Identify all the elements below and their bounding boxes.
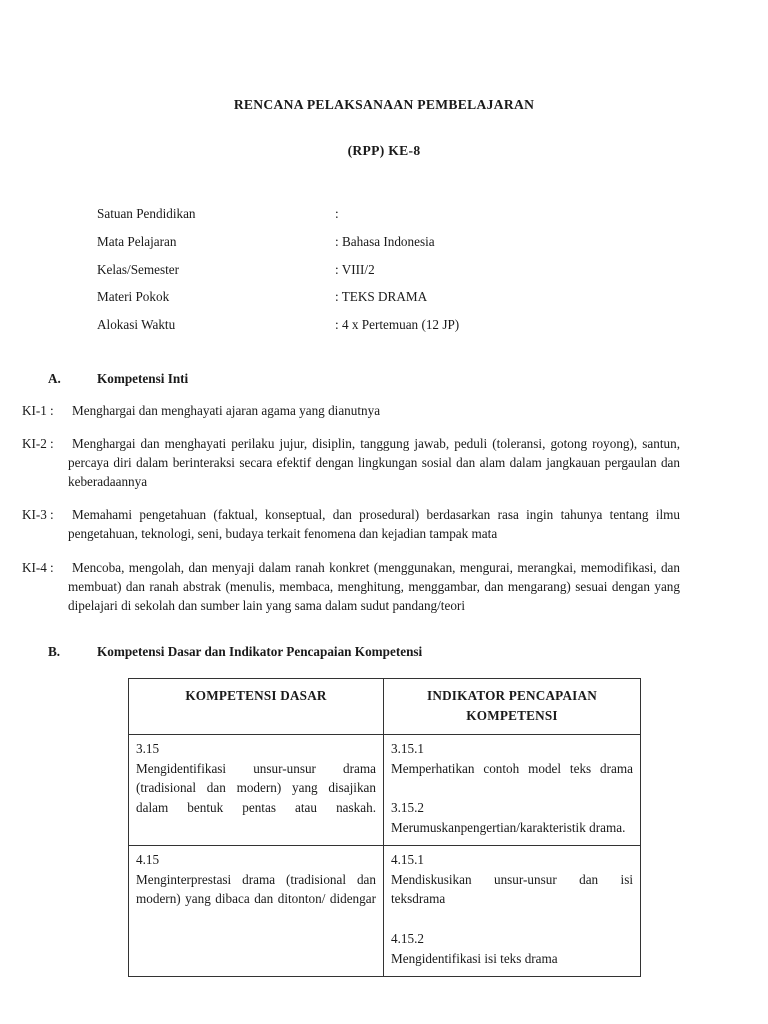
identity-rows <box>97 204 665 342</box>
ki-separator: : <box>50 559 54 575</box>
table-header-row <box>129 679 641 735</box>
identity-label: Satuan Pendidikan <box>97 206 196 222</box>
identity-label: Mata Pelajaran <box>97 234 177 250</box>
table-row <box>129 734 641 845</box>
column-header-kompetensi-dasar: KOMPETENSI DASAR <box>129 679 384 735</box>
section-a-letter: A. <box>48 370 61 386</box>
section-b-letter: B. <box>48 644 61 660</box>
indicator-text: Mengidentifikasi isi teks drama <box>391 950 558 966</box>
cell-indikator <box>384 734 641 845</box>
ki-item <box>0 401 768 420</box>
cell-indikator <box>384 845 641 976</box>
identity-value <box>335 204 665 232</box>
indicator-text: Merumuskanpengertian/karakteristik drama. <box>391 819 626 835</box>
ki-text: Menghargai dan menghayati perilaku jujur, disiplin, tanggung jawab, peduli (toleransi, gotong royong), santun, percaya diri dalam berinteraksi secara efektif dengan lingkungan sosial dan alam dalam jangkauan pergaulan dan keberadaannya <box>68 435 680 490</box>
indicator-code: 3.15.2 <box>391 800 424 816</box>
kompetensi-dasar-table <box>128 678 641 976</box>
cell-kompetensi-dasar <box>129 734 384 845</box>
section-b-heading <box>48 642 768 661</box>
identity-label: Materi Pokok <box>97 289 170 305</box>
indicator-text: Mendiskusikan unsur-unsur dan isi teksdrama <box>391 871 633 907</box>
identity-label: Kelas/Semester <box>97 261 180 277</box>
table-header <box>129 679 641 735</box>
ki-text: Memahami pengetahuan (faktual, konseptual, dan prosedural) berdasarkan rasa ingin tahunya tentang ilmu pengetahuan, teknologi, seni, budaya terkait fenomena dan kejadian tampak mata <box>68 507 680 542</box>
indicator-code: 4.15.2 <box>391 930 424 946</box>
document-title-line-2: (RPP) KE-8 <box>347 142 421 158</box>
indicator-text: Memperhatikan contoh model teks drama <box>391 760 633 776</box>
identity-row <box>97 204 665 232</box>
table-body <box>129 734 641 976</box>
identity-block <box>97 204 665 342</box>
identity-separator: : <box>335 206 339 222</box>
ki-text: Mencoba, mengolah, dan menyaji dalam ranah konkret (menggunakan, mengurai, merangkai, memodifikasi, dan membuat) dan ranah abstrak (menulis, membaca, menghitung, menggambar, dan mengarang) sesuai dengan yang dipelajari di sekolah dan sumber lain yang sama dalam sudut pandang/teori <box>68 559 680 613</box>
document-title-line-1: RENCANA PELAKSANAAN PEMBELAJARAN <box>233 97 535 112</box>
indicator-code: 4.15.1 <box>391 851 424 867</box>
table-row <box>129 845 641 976</box>
identity-row <box>97 315 665 343</box>
section-a-title: Kompetensi Inti <box>97 370 189 386</box>
ki-separator: : <box>50 435 54 451</box>
identity-value <box>335 260 665 288</box>
identity-label: Alokasi Waktu <box>97 316 176 332</box>
ki-item <box>0 558 768 615</box>
identity-value-text: Bahasa Indonesia <box>341 234 435 250</box>
kompetensi-inti-list <box>0 401 768 615</box>
identity-row <box>97 287 665 315</box>
indicator-code: 3.15.1 <box>391 740 424 756</box>
kd-code: 3.15 <box>136 740 160 756</box>
identity-row <box>97 232 665 260</box>
identity-separator: : <box>335 289 339 305</box>
identity-value-text: 4 x Pertemuan (12 JP) <box>341 316 460 332</box>
ki-separator: : <box>50 402 54 418</box>
identity-separator: : <box>335 316 339 332</box>
identity-value <box>335 315 665 343</box>
cell-kompetensi-dasar <box>129 845 384 976</box>
identity-value-text: TEKS DRAMA <box>341 289 428 305</box>
identity-separator: : <box>335 234 339 250</box>
identity-value <box>335 287 665 315</box>
ki-text: Menghargai dan menghayati ajaran agama yang dianutnya <box>72 402 381 418</box>
identity-value-text: VIII/2 <box>341 261 375 277</box>
identity-value <box>335 232 665 260</box>
ki-code: KI-2 <box>22 435 47 451</box>
column-header-indikator: INDIKATOR PENCAPAIAN KOMPETENSI <box>384 679 641 735</box>
ki-code: KI-4 <box>22 559 47 575</box>
section-b-title: Kompetensi Dasar dan Indikator Pencapaian Kompetensi <box>97 644 423 660</box>
section-a-heading <box>48 369 768 388</box>
identity-separator: : <box>335 261 339 277</box>
kd-text: Menginterprestasi drama (tradisional dan modern) yang dibaca dan ditonton/ didengar <box>136 871 376 907</box>
ki-item <box>0 505 768 543</box>
ki-code: KI-1 <box>22 402 47 418</box>
kd-code: 4.15 <box>136 851 160 867</box>
ki-code: KI-3 <box>22 507 47 523</box>
kd-text: Mengidentifikasi unsur-unsur drama (tradisional dan modern) yang disajikan dalam bentuk pentas atau naskah. <box>136 760 376 816</box>
ki-separator: : <box>50 507 54 523</box>
ki-item <box>0 434 768 491</box>
identity-row <box>97 260 665 288</box>
